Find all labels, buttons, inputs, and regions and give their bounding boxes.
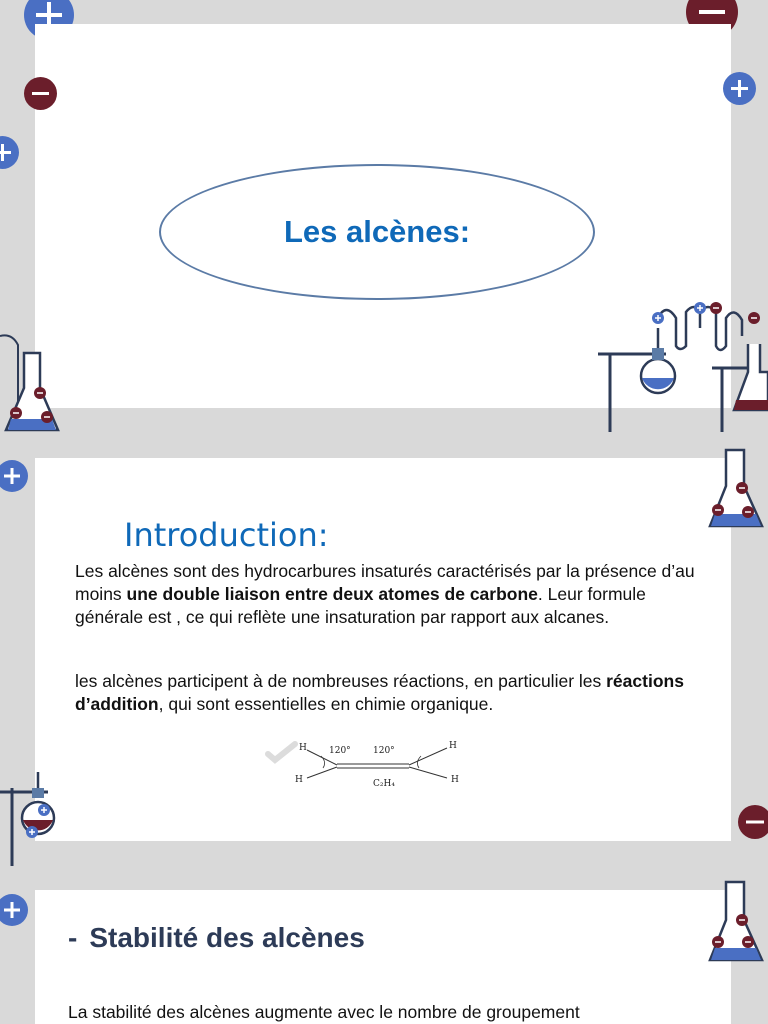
distillation-apparatus-icon xyxy=(596,298,768,434)
formula-atom: H xyxy=(449,741,457,751)
minus-icon xyxy=(24,77,57,110)
stability-paragraph: La stabilité des alcènes augmente avec le nombre de groupement xyxy=(68,1002,580,1022)
section-heading-stability xyxy=(68,922,365,954)
formula-angle-right: 120° xyxy=(373,746,395,756)
flask-icon xyxy=(706,448,764,528)
flask-icon xyxy=(0,333,62,433)
section-title-text: Stabilité des alcènes xyxy=(89,922,365,953)
text-run: les alcènes participent à de nombreuses réactions, en particulier les xyxy=(75,671,607,691)
section-heading-introduction: Introduction: xyxy=(124,516,329,554)
plus-icon xyxy=(0,136,19,169)
formula-atom: H xyxy=(299,743,307,753)
formula-atom: H xyxy=(451,775,459,785)
flask-icon xyxy=(706,880,764,962)
intro-paragraph-1 xyxy=(75,560,695,629)
dash-bullet: - xyxy=(68,922,78,953)
page-title: Les alcènes: xyxy=(283,214,471,249)
plus-icon xyxy=(0,460,28,492)
ethylene-structure-diagram xyxy=(293,736,473,812)
slide-introduction xyxy=(35,458,731,841)
formula-angle-left: 120° xyxy=(329,746,351,756)
plus-icon xyxy=(0,894,28,926)
text-run: . Leur formule générale est , ce qui reflète une insaturation par rapport aux alcanes. xyxy=(75,584,646,627)
text-run: , qui sont essentielles en chimie organique. xyxy=(158,694,494,714)
flask-icon xyxy=(0,770,60,866)
slide-stability xyxy=(35,890,731,1024)
minus-icon xyxy=(738,805,768,839)
formula-name: C₂H₄ xyxy=(373,779,395,789)
plus-icon xyxy=(723,72,756,105)
bold-text-run: réactions d’addition xyxy=(75,671,684,714)
text-run: Les alcènes sont des hydrocarbures insaturés caractérisés par la présence d’au moins xyxy=(75,561,695,604)
formula-atom: H xyxy=(295,775,303,785)
intro-paragraph-2 xyxy=(75,670,695,716)
bold-text-run: une double liaison entre deux atomes de carbone xyxy=(126,584,538,604)
